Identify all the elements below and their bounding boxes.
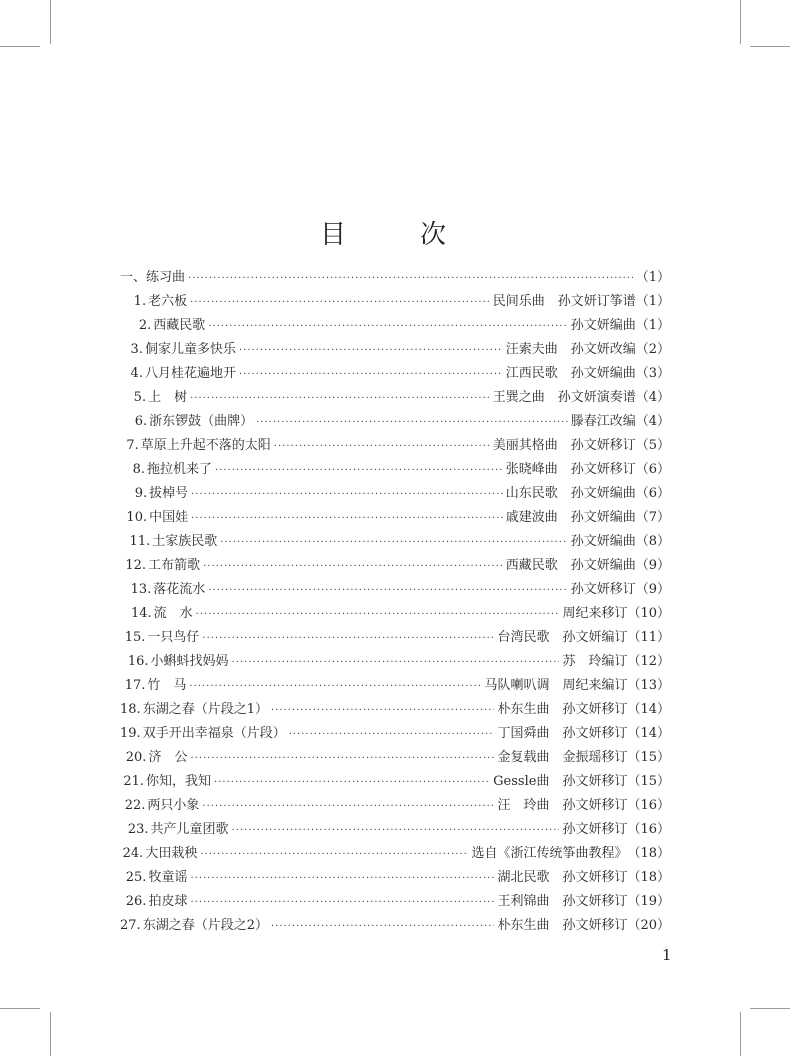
item-title: 工布箭歌 bbox=[148, 558, 201, 573]
item-page: （19） bbox=[627, 894, 670, 909]
item-page: （15） bbox=[627, 774, 670, 789]
item-number: 3. bbox=[130, 342, 143, 357]
toc-item[interactable] bbox=[120, 410, 670, 434]
crop-mark bbox=[740, 0, 741, 44]
item-number: 24. bbox=[122, 846, 144, 861]
item-page: （1） bbox=[635, 294, 670, 309]
item-title: 老六板 bbox=[148, 294, 188, 309]
leader-dots bbox=[232, 651, 560, 675]
item-credit: 台湾民歌 孙文妍编订 bbox=[497, 630, 628, 645]
item-page: （15） bbox=[627, 750, 670, 765]
item-page: （5） bbox=[635, 438, 670, 453]
toc-item[interactable] bbox=[120, 530, 670, 554]
leader-dots bbox=[203, 555, 503, 579]
item-title: 拔棹号 bbox=[149, 486, 189, 501]
crop-mark bbox=[750, 1008, 790, 1009]
item-number: 19. bbox=[120, 726, 141, 741]
leader-dots bbox=[190, 747, 494, 771]
leader-dots bbox=[191, 507, 503, 531]
toc-item[interactable] bbox=[120, 554, 670, 578]
item-page: （12） bbox=[627, 654, 670, 669]
leader-dots bbox=[202, 627, 494, 651]
item-title: 东湖之春（片段之2） bbox=[142, 918, 268, 933]
toc-section[interactable] bbox=[120, 266, 670, 290]
crop-mark bbox=[740, 1012, 741, 1056]
leader-dots bbox=[189, 675, 481, 699]
item-title: 你知，我知 bbox=[146, 774, 212, 789]
crop-mark bbox=[0, 46, 40, 47]
item-title: 双手开出幸福泉（片段） bbox=[142, 726, 286, 741]
crop-mark bbox=[50, 1012, 51, 1056]
item-credit: 湖北民歌 孙文妍移订 bbox=[497, 870, 628, 885]
item-page: （11） bbox=[627, 630, 670, 645]
leader-dots bbox=[239, 339, 503, 363]
toc-item[interactable] bbox=[120, 770, 670, 794]
item-title: 流 水 bbox=[153, 606, 193, 621]
item-credit: Gessle曲 孙文妍移订 bbox=[493, 774, 628, 789]
item-page: （10） bbox=[627, 606, 670, 621]
item-number: 16. bbox=[127, 654, 149, 669]
item-credit: 江西民歌 孙文妍编曲 bbox=[505, 366, 636, 381]
toc-item[interactable] bbox=[120, 698, 670, 722]
item-number: 2. bbox=[138, 318, 152, 333]
page-title: 目 次 bbox=[319, 220, 470, 250]
item-title: 中国娃 bbox=[149, 510, 189, 525]
item-credit: 孙文妍编曲 bbox=[570, 534, 636, 549]
toc-item[interactable] bbox=[120, 458, 670, 482]
item-page: （3） bbox=[635, 366, 670, 381]
item-credit: 王利锦曲 孙文妍移订 bbox=[497, 894, 628, 909]
item-credit: 张晓峰曲 孙文妍移订 bbox=[505, 462, 636, 477]
toc-item[interactable] bbox=[120, 818, 670, 842]
toc-item[interactable] bbox=[120, 842, 670, 866]
item-credit: 丁国舜曲 孙文妍移订 bbox=[497, 726, 628, 741]
leader-dots bbox=[208, 315, 567, 339]
item-credit: 孙文妍移订 bbox=[562, 822, 628, 837]
item-title: 土家族民歌 bbox=[152, 534, 218, 549]
item-number: 13. bbox=[130, 582, 152, 597]
leader-dots bbox=[271, 699, 494, 723]
item-credit: 西藏民歌 孙文妍编曲 bbox=[505, 558, 636, 573]
leader-dots bbox=[271, 915, 494, 939]
item-credit: 民间乐曲 孙文妍订筝谱 bbox=[492, 294, 636, 309]
item-number: 12. bbox=[125, 558, 147, 573]
leader-dots bbox=[190, 891, 494, 915]
leader-dots bbox=[214, 771, 490, 795]
item-number: 6. bbox=[134, 414, 148, 429]
toc-item[interactable] bbox=[120, 890, 670, 914]
toc-item[interactable] bbox=[120, 914, 670, 938]
item-page: （20） bbox=[627, 918, 670, 933]
toc-item[interactable] bbox=[120, 386, 670, 410]
leader-dots bbox=[188, 267, 633, 291]
item-number: 5. bbox=[133, 390, 147, 405]
item-title: 西藏民歌 bbox=[153, 318, 206, 333]
leader-dots bbox=[232, 819, 560, 843]
item-number: 15. bbox=[124, 630, 146, 645]
section-page: （1） bbox=[635, 270, 670, 285]
item-title: 八月桂花遍地开 bbox=[144, 366, 236, 381]
leader-dots bbox=[274, 435, 490, 459]
item-credit: 选自《浙江传统筝曲教程》 bbox=[471, 846, 628, 861]
leader-dots bbox=[202, 795, 494, 819]
toc-item[interactable] bbox=[120, 338, 670, 362]
crop-mark bbox=[750, 46, 790, 47]
item-page: （2） bbox=[635, 342, 670, 357]
item-number: 21. bbox=[123, 774, 145, 789]
item-credit: 戚建波曲 孙文妍编曲 bbox=[505, 510, 636, 525]
toc-item[interactable] bbox=[120, 674, 670, 698]
item-title: 小蝌蚪找妈妈 bbox=[150, 654, 229, 669]
leader-dots bbox=[190, 867, 494, 891]
item-credit: 孙文妍移订 bbox=[570, 582, 636, 597]
item-credit: 滕春江改编 bbox=[570, 414, 636, 429]
item-title: 草原上升起不落的太阳 bbox=[140, 438, 271, 453]
item-credit: 山东民歌 孙文妍编曲 bbox=[505, 486, 636, 501]
item-credit: 朴东生曲 孙文妍移订 bbox=[497, 918, 628, 933]
item-number: 25. bbox=[125, 870, 147, 885]
toc-item[interactable] bbox=[120, 506, 670, 530]
item-title: 牧童谣 bbox=[148, 870, 188, 885]
item-page: （18） bbox=[627, 870, 670, 885]
item-page: （6） bbox=[635, 486, 670, 501]
item-title: 落花流水 bbox=[153, 582, 206, 597]
item-number: 23. bbox=[127, 822, 149, 837]
item-credit: 汪 玲曲 孙文妍移订 bbox=[497, 798, 628, 813]
item-page: （1） bbox=[635, 318, 670, 333]
item-number: 4. bbox=[130, 366, 143, 381]
item-page: （7） bbox=[635, 510, 670, 525]
item-number: 7. bbox=[126, 438, 139, 453]
leader-dots bbox=[208, 579, 567, 603]
item-title: 一只鸟仔 bbox=[147, 630, 200, 645]
item-page: （18） bbox=[627, 846, 670, 861]
item-credit: 朴东生曲 孙文妍移订 bbox=[497, 702, 628, 717]
item-number: 11. bbox=[129, 534, 151, 549]
item-title: 浙东锣鼓（曲牌） bbox=[149, 414, 254, 429]
toc-item[interactable] bbox=[120, 794, 670, 818]
leader-dots bbox=[239, 363, 503, 387]
toc-item[interactable] bbox=[120, 650, 670, 674]
toc-item[interactable] bbox=[120, 602, 670, 626]
item-page: （9） bbox=[635, 558, 670, 573]
table-of-contents bbox=[120, 266, 670, 938]
item-credit: 美丽其格曲 孙文妍移订 bbox=[492, 438, 636, 453]
item-number: 18. bbox=[120, 702, 141, 717]
item-number: 17. bbox=[124, 678, 146, 693]
item-number: 27. bbox=[120, 918, 141, 933]
item-number: 9. bbox=[134, 486, 148, 501]
toc-item[interactable] bbox=[120, 578, 670, 602]
leader-dots bbox=[196, 603, 560, 627]
item-number: 8. bbox=[132, 462, 146, 477]
toc-item[interactable] bbox=[120, 626, 670, 650]
toc-item[interactable] bbox=[120, 290, 670, 314]
leader-dots bbox=[289, 723, 495, 747]
item-credit: 汪索夫曲 孙文妍改编 bbox=[505, 342, 636, 357]
item-number: 26. bbox=[125, 894, 147, 909]
leader-dots bbox=[190, 291, 490, 315]
item-title: 大田栽秧 bbox=[145, 846, 198, 861]
item-page: （14） bbox=[627, 726, 670, 741]
item-credit: 周纪来移订 bbox=[562, 606, 628, 621]
crop-mark bbox=[0, 1008, 40, 1009]
item-credit: 苏 玲编订 bbox=[562, 654, 628, 669]
item-title: 拍皮球 bbox=[148, 894, 188, 909]
leader-dots bbox=[215, 459, 503, 483]
item-number: 14. bbox=[130, 606, 152, 621]
item-credit: 金复载曲 金振瑶移订 bbox=[497, 750, 628, 765]
item-title: 竹 马 bbox=[147, 678, 187, 693]
item-title: 东湖之春（片段之1） bbox=[142, 702, 268, 717]
toc-item[interactable] bbox=[120, 362, 670, 386]
item-page: （14） bbox=[627, 702, 670, 717]
leader-dots bbox=[220, 531, 567, 555]
item-number: 20. bbox=[125, 750, 147, 765]
item-title: 侗家儿童多快乐 bbox=[144, 342, 236, 357]
item-page: （6） bbox=[635, 462, 670, 477]
item-title: 济 公 bbox=[148, 750, 188, 765]
toc-item[interactable] bbox=[120, 746, 670, 770]
item-page: （16） bbox=[627, 822, 670, 837]
item-number: 22. bbox=[124, 798, 146, 813]
item-page: （16） bbox=[627, 798, 670, 813]
item-title: 上 树 bbox=[148, 390, 188, 405]
item-title: 共产儿童团歌 bbox=[150, 822, 229, 837]
item-credit: 马队喇叭调 周纪来编订 bbox=[484, 678, 628, 693]
toc-item[interactable] bbox=[120, 482, 670, 506]
toc-item[interactable] bbox=[120, 866, 670, 890]
leader-dots bbox=[191, 483, 503, 507]
item-title: 两只小象 bbox=[147, 798, 200, 813]
item-credit: 孙文妍编曲 bbox=[570, 318, 636, 333]
toc-item[interactable] bbox=[120, 434, 670, 458]
item-credit: 王巽之曲 孙文妍演奏谱 bbox=[492, 390, 636, 405]
item-number: 1. bbox=[133, 294, 147, 309]
item-page: （4） bbox=[635, 390, 670, 405]
item-title: 拖拉机来了 bbox=[147, 462, 213, 477]
item-page: （13） bbox=[627, 678, 670, 693]
item-page: （8） bbox=[635, 534, 670, 549]
leader-dots bbox=[190, 387, 490, 411]
crop-mark bbox=[50, 0, 51, 44]
leader-dots bbox=[256, 411, 568, 435]
toc-item[interactable] bbox=[120, 314, 670, 338]
leader-dots bbox=[200, 843, 468, 867]
item-page: （4） bbox=[635, 414, 670, 429]
item-page: （9） bbox=[635, 582, 670, 597]
item-number: 10. bbox=[126, 510, 148, 525]
section-label: 一、练习曲 bbox=[120, 270, 186, 285]
toc-item[interactable] bbox=[120, 722, 670, 746]
page-number: 1 bbox=[662, 946, 672, 964]
